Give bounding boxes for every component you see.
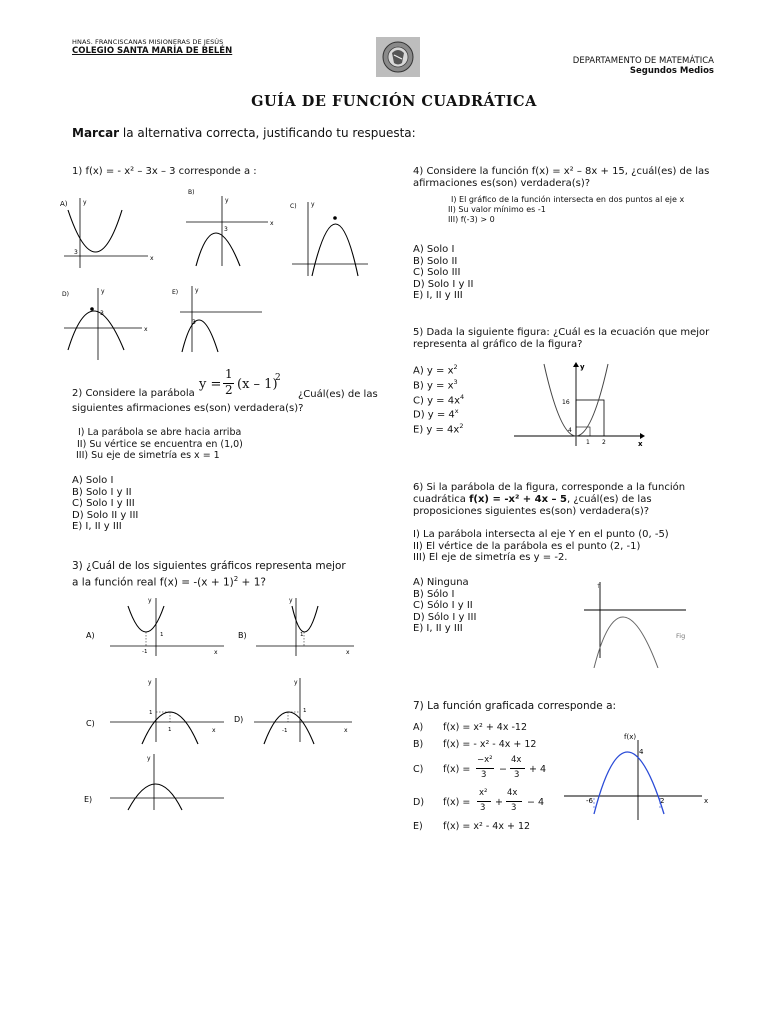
q2-eq-exp: 2 (275, 373, 281, 383)
q1b-x-label: x (270, 220, 274, 227)
q2-eq-den: 2 (225, 383, 233, 397)
q7-opt-b-text: f(x) = - x² - 4x + 12 (443, 739, 537, 750)
q3c-x: x (212, 727, 216, 734)
q7-letter-a: A) (413, 722, 424, 733)
q6-fig-label: Fig (676, 632, 686, 640)
course-name: Segundos Medios (629, 66, 714, 76)
q2-eq-y: y = (199, 377, 222, 392)
q3-graph-c (84, 674, 226, 746)
q3b-one: 1 (300, 632, 304, 638)
q5-opt-c-sup: 4 (460, 392, 465, 401)
q2-eq-rest: (x – 1) (237, 377, 278, 392)
q6-figure (582, 578, 694, 668)
q7-fig-2: 2 (660, 797, 665, 805)
q5-fig-y: y (580, 363, 585, 371)
q6-statement-3: III) El eje de simetría es y = -2. (413, 552, 568, 563)
q2-options (72, 475, 138, 533)
q5-fig-x: x (638, 440, 643, 448)
q3-letter-c: C) (86, 719, 95, 728)
q2-trail: ¿Cuál(es) de las (298, 389, 378, 400)
q3c-one-x: 1 (168, 727, 172, 733)
q4-option-b[interactable]: B) Solo II (413, 255, 458, 267)
q6-statements (413, 529, 669, 564)
q7-fig-fx: f(x) (624, 733, 637, 741)
q4-option-a[interactable]: A) Solo I (413, 244, 455, 255)
q5-opt-c-text: C) y = 4x (413, 394, 460, 406)
q7-opt-d-post: − 4 (527, 797, 545, 808)
q5-fig-16: 16 (562, 399, 570, 406)
q7-option-d[interactable] (413, 788, 583, 823)
q3a-x: x (214, 649, 218, 656)
q2-statements (76, 427, 243, 462)
q2-equation (199, 367, 299, 400)
q5-opt-a-text: A) y = x (413, 365, 454, 377)
q1-letter-c: C) (290, 203, 297, 210)
q5-fig-2: 2 (602, 439, 606, 446)
q1-graph-e (170, 284, 266, 354)
q1-text: 1) f(x) = - x² – 3x – 3 corresponde a : (72, 166, 257, 177)
q5-figure (510, 360, 646, 448)
q1a-y-label: y (83, 199, 87, 206)
q5-opt-a-sup: 2 (453, 363, 458, 371)
q7-option-a[interactable] (413, 722, 528, 733)
q3-line2 (72, 573, 266, 589)
q3d-y: y (294, 679, 298, 686)
q1a-x-label: x (150, 255, 154, 262)
q6-line1: 6) Si la parábola de la figura, corresponde a la función (413, 482, 686, 493)
q5-option-e[interactable] (413, 421, 464, 436)
q3-line1: 3) ¿Cuál de los siguientes gráficos representa mejor (72, 560, 346, 572)
q4-line2: afirmaciones es(son) verdadera(s)? (413, 178, 591, 189)
q6-line2 (413, 494, 652, 506)
q6-options (413, 577, 476, 635)
q4-statement-2: II) Su valor mínimo es -1 (448, 205, 546, 214)
instructions (72, 126, 416, 140)
q7-opt-c-den1: 3 (481, 770, 487, 780)
q1a-3-label: 3 (74, 249, 78, 256)
q7-opt-d-num1: x² (479, 788, 488, 798)
org-name: HNAS. FRANCISCANAS MISIONERAS DE JESÚS (72, 38, 224, 46)
q3d-neg1: -1 (282, 728, 288, 734)
q1-letter-a: A) (60, 200, 68, 208)
q7-opt-e-text: f(x) = x² - 4x + 12 (443, 821, 531, 832)
q3-line2a: a la función real f(x) = -(x + 1) (72, 576, 234, 589)
q3-graph-e (84, 752, 226, 812)
school-name: COLEGIO SANTA MARÍA DE BELÉN (72, 46, 233, 56)
q2-statement-3: III) Su eje de simetría es x = 1 (76, 450, 220, 461)
q7-opt-d-den2: 3 (511, 803, 517, 813)
q5-option-a[interactable] (413, 362, 464, 377)
q2-eq-num: 1 (225, 367, 233, 381)
q5-opt-b-text: B) y = x (413, 380, 454, 392)
q3-letter-e: E) (84, 795, 93, 804)
q3-graph-a (84, 594, 226, 660)
q3-letter-a: A) (86, 631, 95, 640)
q3-graph-d (232, 674, 354, 746)
q1b-3-label: 3 (224, 226, 228, 233)
q1c-y-label: y (311, 201, 315, 208)
q1-graph-b (186, 186, 278, 268)
q3a-neg1: -1 (142, 649, 148, 655)
q5-opt-e-sup: 2 (459, 422, 464, 431)
q7-fig-neg6: -6 (586, 797, 593, 805)
q5-options (413, 362, 464, 436)
q3b-y: y (289, 597, 293, 604)
q5-fig-1: 1 (586, 439, 590, 446)
q6-option-a[interactable]: A) Ninguna (413, 577, 469, 588)
q1d-y-label: y (101, 288, 105, 295)
q7-option-b[interactable] (413, 739, 537, 750)
q2-statement-2: II) Su vértice se encuentra en (1,0) (77, 438, 243, 450)
q6-option-b[interactable]: B) Sólo I (413, 588, 455, 600)
q6-option-c[interactable]: C) Sólo I y II (413, 600, 473, 611)
q6-statement-2: II) El vértice de la parábola es el punto (2, -1) (413, 540, 641, 552)
department-block (494, 56, 714, 76)
q3-line2-exp: 2 (233, 575, 239, 583)
q1-graph-d (60, 284, 156, 362)
q2-option-e[interactable]: E) I, II y III (72, 521, 122, 532)
q7-opt-d-mid: + (495, 797, 503, 808)
page-title: GUÍA DE FUNCIÓN CUADRÁTICA (251, 93, 537, 110)
q2-option-c[interactable]: C) Solo I y III (72, 498, 135, 509)
q6-statement-1: I) La parábola intersecta al eje Y en el punto (0, -5) (413, 529, 669, 540)
q7-opt-c-post: + 4 (529, 764, 547, 775)
q4-options (413, 244, 473, 302)
q7-option-e[interactable] (413, 821, 531, 832)
q7-letter-b: B) (413, 739, 424, 750)
q4-option-c[interactable]: C) Solo III (413, 267, 461, 278)
q7-opt-a-text: f(x) = x² + 4x -12 (443, 722, 528, 733)
q4-statement-1: I) El gráfico de la función intersecta en dos puntos al eje x (451, 195, 685, 204)
q7-option-c[interactable] (413, 755, 583, 790)
q5-opt-d-sup: x (454, 407, 459, 416)
svg-text:↑: ↑ (596, 583, 602, 590)
q1-letter-d: D) (62, 291, 69, 298)
q5-fig-4: 4 (568, 427, 572, 434)
q2-line2: siguientes afirmaciones es(son) verdadera(s)? (72, 403, 304, 414)
q7-fig-x: x (704, 797, 709, 805)
q2-lead: 2) Considere la parábola (72, 388, 195, 399)
q7-opt-c-mid: − (499, 764, 507, 775)
q3b-x: x (346, 649, 350, 656)
q6-option-e[interactable]: E) I, II y III (413, 623, 463, 634)
q2-statement-1: I) La parábola se abre hacia arriba (78, 427, 242, 438)
q2-option-d[interactable]: D) Solo II y III (72, 509, 139, 521)
q6-function: f(x) = -x² + 4x – 5 (469, 494, 567, 505)
q7-text: 7) La función graficada corresponde a: (413, 700, 617, 712)
q3c-y: y (148, 679, 152, 686)
q5-opt-d-text: D) y = 4 (413, 409, 455, 421)
q7-opt-c-den2: 3 (514, 770, 520, 780)
q1d-x-label: x (144, 326, 148, 333)
q7-opt-d-num2: 4x (507, 788, 518, 798)
q5-option-d[interactable] (413, 406, 464, 421)
q7-opt-c-num1: −x² (477, 755, 493, 765)
q5-option-b[interactable] (413, 377, 464, 392)
instructions-bold: Marcar (72, 126, 120, 140)
q7-letter-c: C) (413, 764, 424, 775)
q2-option-b[interactable]: B) Solo I y II (72, 486, 132, 498)
q4-statement-3: III) f(-3) > 0 (448, 215, 495, 224)
q1-graph-c (288, 196, 372, 278)
q1-letter-e: E) (172, 289, 179, 296)
q7-opt-c-num2: 4x (511, 755, 522, 765)
q7-letter-d: D) (413, 797, 425, 808)
q1d-3-label: 3 (100, 310, 104, 317)
q7-opt-c-pre: f(x) = (443, 764, 471, 775)
q7-opt-d-den1: 3 (480, 803, 486, 813)
q5-opt-e-text: E) y = 4x (413, 424, 460, 436)
q5-line1: 5) Dada la siguiente figura: ¿Cuál es la ecuación que mejor (413, 327, 710, 338)
q3d-x: x (344, 727, 348, 734)
q3-letter-b: B) (238, 631, 247, 640)
q7-opt-d-pre: f(x) = (443, 797, 471, 808)
q1-graph-a (58, 190, 158, 272)
department-name: DEPARTAMENTO DE MATEMÁTICA (572, 56, 714, 66)
q3-line2b: + 1? (238, 576, 266, 589)
q3e-y: y (147, 755, 151, 762)
q3d-one: 1 (303, 708, 307, 714)
q6-line2a: cuadrática (413, 494, 470, 505)
q5-option-c[interactable] (413, 392, 464, 407)
school-logo-icon (376, 37, 420, 77)
q3a-y: y (148, 597, 152, 604)
q3-letter-d: D) (234, 715, 244, 724)
q6-line2b: , ¿cuál(es) de las (567, 494, 652, 505)
q3a-one: 1 (160, 632, 164, 638)
q5-line2: representa al gráfico de la figura? (413, 339, 583, 350)
q4-line1: 4) Considere la función f(x) = x² – 8x + 15, ¿cuál(es) de las (413, 166, 710, 177)
q1e-3-label: 3 (192, 319, 196, 326)
q7-figure (560, 728, 720, 824)
q1-letter-b: B) (188, 189, 195, 196)
q6-option-d[interactable]: D) Sólo I y III (413, 611, 477, 623)
q2-option-a[interactable]: A) Solo I (72, 475, 114, 486)
q3-graph-b (236, 594, 356, 660)
q6-line3: proposiciones siguientes es(son) verdadera(s)? (413, 506, 650, 517)
q1e-y-label: y (195, 287, 199, 294)
q3c-one-y: 1 (149, 710, 153, 716)
instructions-rest: la alternativa correcta, justificando tu respuesta: (119, 126, 416, 140)
q4-option-e[interactable]: E) I, II y III (413, 290, 463, 301)
q7-letter-e: E) (413, 821, 423, 832)
q1b-y-label: y (225, 197, 229, 204)
q4-statements (448, 195, 684, 225)
q5-opt-b-sup: 3 (453, 377, 458, 386)
q7-fig-4: 4 (639, 748, 644, 756)
q7-options (413, 722, 583, 842)
q4-option-d[interactable]: D) Solo I y II (413, 278, 474, 290)
